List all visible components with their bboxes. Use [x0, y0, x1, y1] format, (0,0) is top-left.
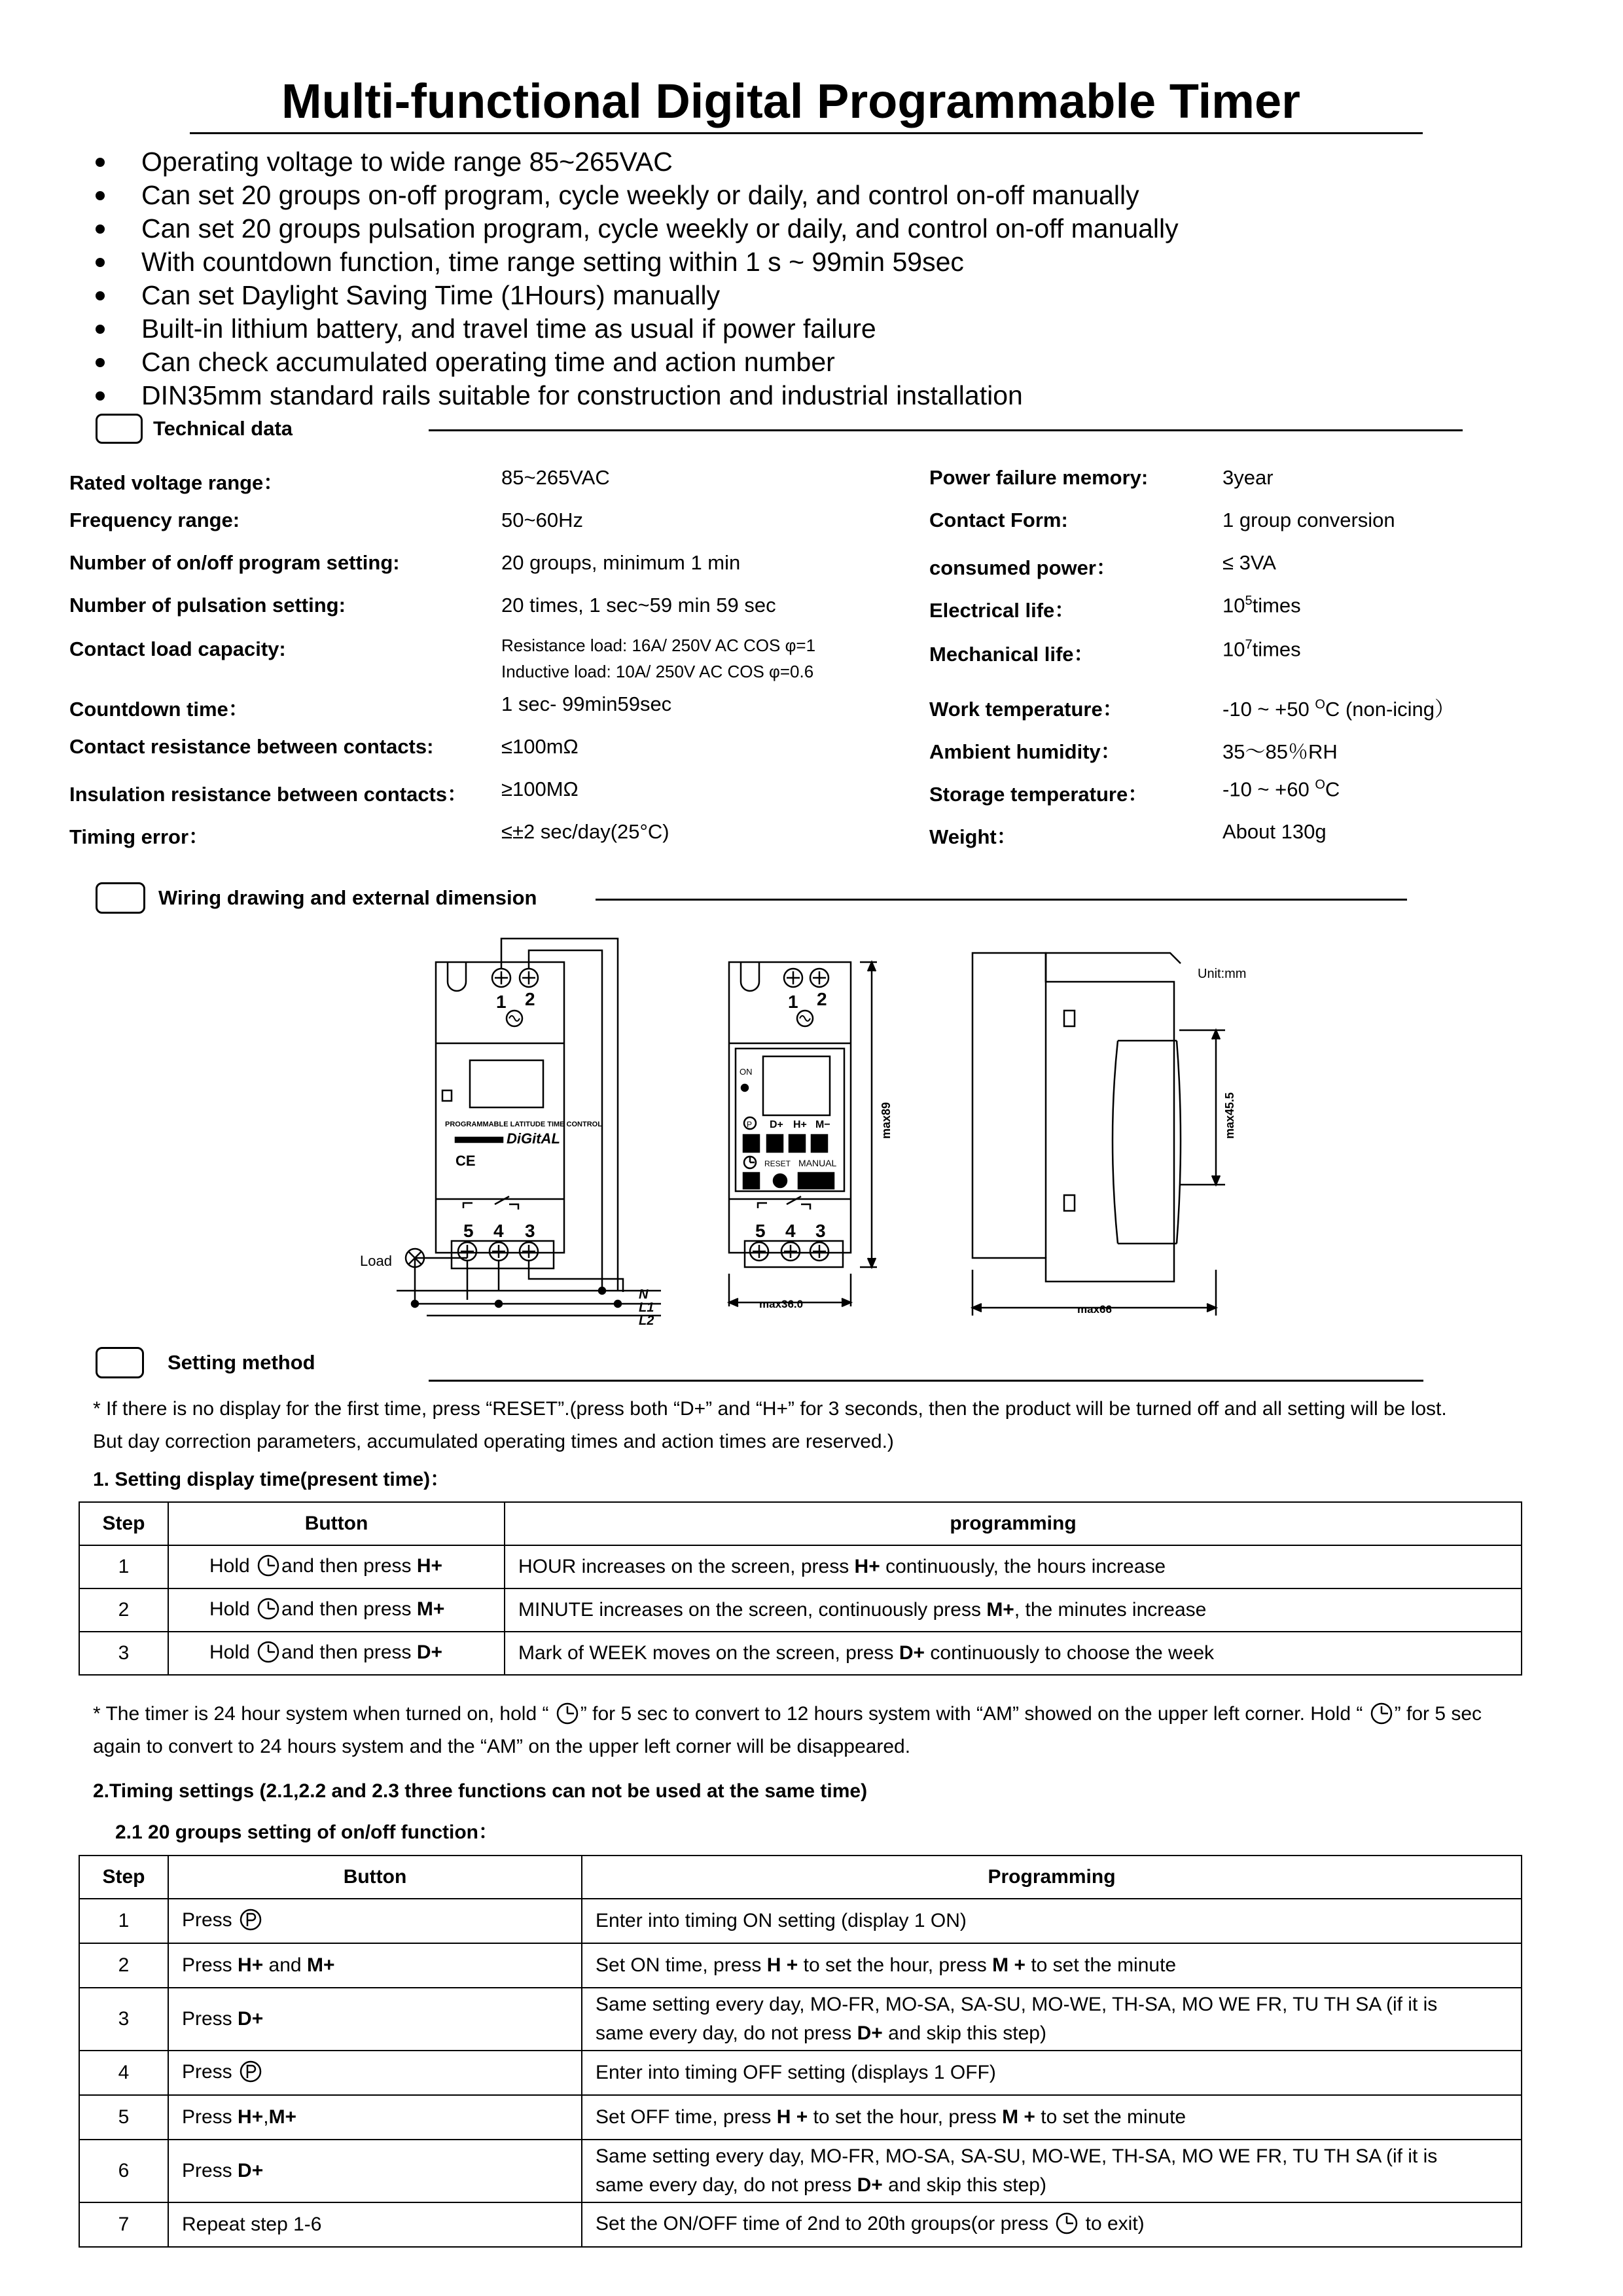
bullet-icon	[96, 391, 105, 401]
terminal-3-label: 3	[525, 1221, 535, 1241]
section-box-icon	[96, 1347, 144, 1378]
svg-text:H+: H+	[793, 1119, 807, 1130]
table-row: 5 Press H+,M+ Set OFF time, press H + to set the hour, press M + to set the minute	[79, 2095, 1522, 2140]
load-label: Load	[360, 1253, 392, 1269]
feature-item: Can set 20 groups on-off program, cycle weekly or daily, and control on-off manually	[96, 179, 1179, 212]
on-led-label: ON	[740, 1067, 753, 1077]
program-p-icon	[238, 2060, 264, 2086]
line2-label: L2	[639, 1314, 654, 1328]
line1-label: L1	[639, 1300, 654, 1315]
svg-text:M−: M−	[815, 1119, 830, 1130]
wiring-diagram	[353, 923, 1296, 1335]
bullet-icon	[96, 258, 105, 267]
feature-item: Built-in lithium battery, and travel time as usual if power failure	[96, 312, 1179, 346]
hour-system-note: * The timer is 24 hour system when turned on, hold “ ” for 5 sec to convert to 12 hours system with “AM” showed on the upper left corner. Hold “ ” for 5 sec again to convert to 24 hours system and the “AM” on the upper left corner will be disappeared.	[93, 1703, 1482, 1757]
reset-note: * If there is no display for the first time, press “RESET”.(press both “D+” and “H+” for 3 seconds, then the product will be turned off and all setting will be lost. But day correction parameters, accumulated operating times and action times are reserved.)	[93, 1398, 1447, 1452]
svg-text:D+: D+	[770, 1119, 783, 1130]
table-row: 3 Hold and then press D+ Mark of WEEK moves on the screen, press D+ continuously to choose the week	[79, 1632, 1522, 1675]
width-dimension-label: max36.0	[759, 1298, 804, 1310]
section-rule	[596, 899, 1407, 901]
svg-text:1: 1	[788, 992, 798, 1012]
bullet-icon	[96, 158, 105, 167]
table-header-row: Step Button programming	[79, 1502, 1522, 1545]
bullet-icon	[96, 191, 105, 200]
svg-text:MANUAL: MANUAL	[798, 1158, 837, 1168]
page-title: Multi-functional Digital Programmable Timer	[281, 74, 1300, 128]
bullet-icon	[96, 291, 105, 300]
neutral-label: N	[639, 1287, 649, 1302]
brand-logo: DiGitAL	[507, 1130, 560, 1147]
title-underline	[190, 132, 1423, 134]
on-off-setting-table	[79, 1855, 1522, 2248]
clock-icon	[255, 1640, 281, 1666]
table-row: 2 Press H+ and M+ Set ON time, press H + to set the hour, press M + to set the minute	[79, 1943, 1522, 1988]
feature-item: DIN35mm standard rails suitable for construction and industrial installation	[96, 379, 1179, 412]
svg-text:5: 5	[755, 1221, 766, 1241]
bullet-icon	[96, 325, 105, 334]
technical-data-header	[96, 414, 293, 444]
feature-item: Can set Daylight Saving Time (1Hours) manually	[96, 279, 1179, 312]
feature-item: With countdown function, time range setting within 1 s ~ 99min 59sec	[96, 245, 1179, 279]
wiring-header	[96, 882, 537, 914]
table-row: 2 Hold and then press M+ MINUTE increases on the screen, continuously press M+, the minutes increase	[79, 1588, 1522, 1632]
device-front-panel	[729, 962, 893, 1310]
terminal-5-label: 5	[463, 1221, 474, 1241]
table-header-row: Step Button Programming	[79, 1856, 1522, 1899]
feature-list	[96, 145, 1179, 412]
side-height-label: max45.5	[1223, 1092, 1236, 1139]
unit-label: Unit:mm	[1198, 967, 1247, 981]
section-2-heading: 2.Timing settings (2.1,2.2 and 2.3 three functions can not be used at the same time)	[93, 1780, 868, 1802]
svg-text:RESET: RESET	[764, 1159, 791, 1168]
terminal-4-label: 4	[493, 1221, 504, 1241]
section-1-heading: 1. Setting display time(present time)：	[93, 1469, 450, 1490]
clock-icon	[255, 1597, 281, 1623]
svg-text:3: 3	[815, 1221, 826, 1241]
svg-text:P: P	[747, 1120, 753, 1129]
section-title: Technical data	[153, 417, 293, 440]
terminal-1-label: 1	[496, 992, 507, 1012]
brand-small-text: PROGRAMMABLE LATITUDE TIME CONTROL	[445, 1121, 602, 1128]
section-box-icon	[96, 882, 145, 914]
height-dimension-label: max89	[880, 1102, 893, 1139]
table-row: 1 Press Enter into timing ON setting (display 1 ON)	[79, 1899, 1522, 1943]
section-rule	[429, 429, 1463, 431]
program-p-icon	[238, 1908, 264, 1934]
device-side-view	[972, 953, 1246, 1316]
svg-text:4: 4	[785, 1221, 796, 1241]
clock-icon	[255, 1554, 281, 1580]
table-row: 3 Press D+ Same setting every day, MO-FR, MO-SA, SA-SU, MO-WE, TH-SA, MO WE FR, TU TH SA (if it is same every day, do not press D+ and skip this step)	[79, 1988, 1522, 2051]
svg-text:2: 2	[817, 989, 827, 1009]
feature-item: Can check accumulated operating time and action number	[96, 346, 1179, 379]
clock-icon	[1054, 2212, 1080, 2238]
table-row: 1 Hold and then press H+ HOUR increases on the screen, press H+ continuously, the hours increase	[79, 1545, 1522, 1588]
table-row: 4 Press Enter into timing OFF setting (displays 1 OFF)	[79, 2051, 1522, 2095]
feature-item: Can set 20 groups pulsation program, cycle weekly or daily, and control on-off manually	[96, 212, 1179, 245]
setting-method-header	[96, 1347, 315, 1378]
section-box-icon	[96, 414, 143, 444]
table-row: 7 Repeat step 1-6 Set the ON/OFF time of 2nd to 20th groups(or press to exit)	[79, 2202, 1522, 2247]
clock-icon	[554, 1702, 580, 1728]
side-width-label: max66	[1077, 1303, 1112, 1316]
device-front-wiring	[360, 939, 661, 1328]
section-rule	[429, 1380, 1423, 1382]
section-title: Wiring drawing and external dimension	[158, 886, 537, 909]
clock-icon	[1368, 1702, 1395, 1728]
bullet-icon	[96, 224, 105, 234]
table-row: 6 Press D+ Same setting every day, MO-FR, MO-SA, SA-SU, MO-WE, TH-SA, MO WE FR, TU TH SA (if it is same every day, do not press D+ and skip this step)	[79, 2140, 1522, 2202]
feature-item: Operating voltage to wide range 85~265VAC	[96, 145, 1179, 179]
ce-mark: CE	[455, 1153, 476, 1169]
bullet-icon	[96, 358, 105, 367]
section-2-1-heading: 2.1 20 groups setting of on/off function：	[115, 1821, 498, 1843]
display-time-table	[79, 1501, 1522, 1676]
section-title: Setting method	[168, 1351, 315, 1374]
terminal-2-label: 2	[525, 989, 535, 1009]
